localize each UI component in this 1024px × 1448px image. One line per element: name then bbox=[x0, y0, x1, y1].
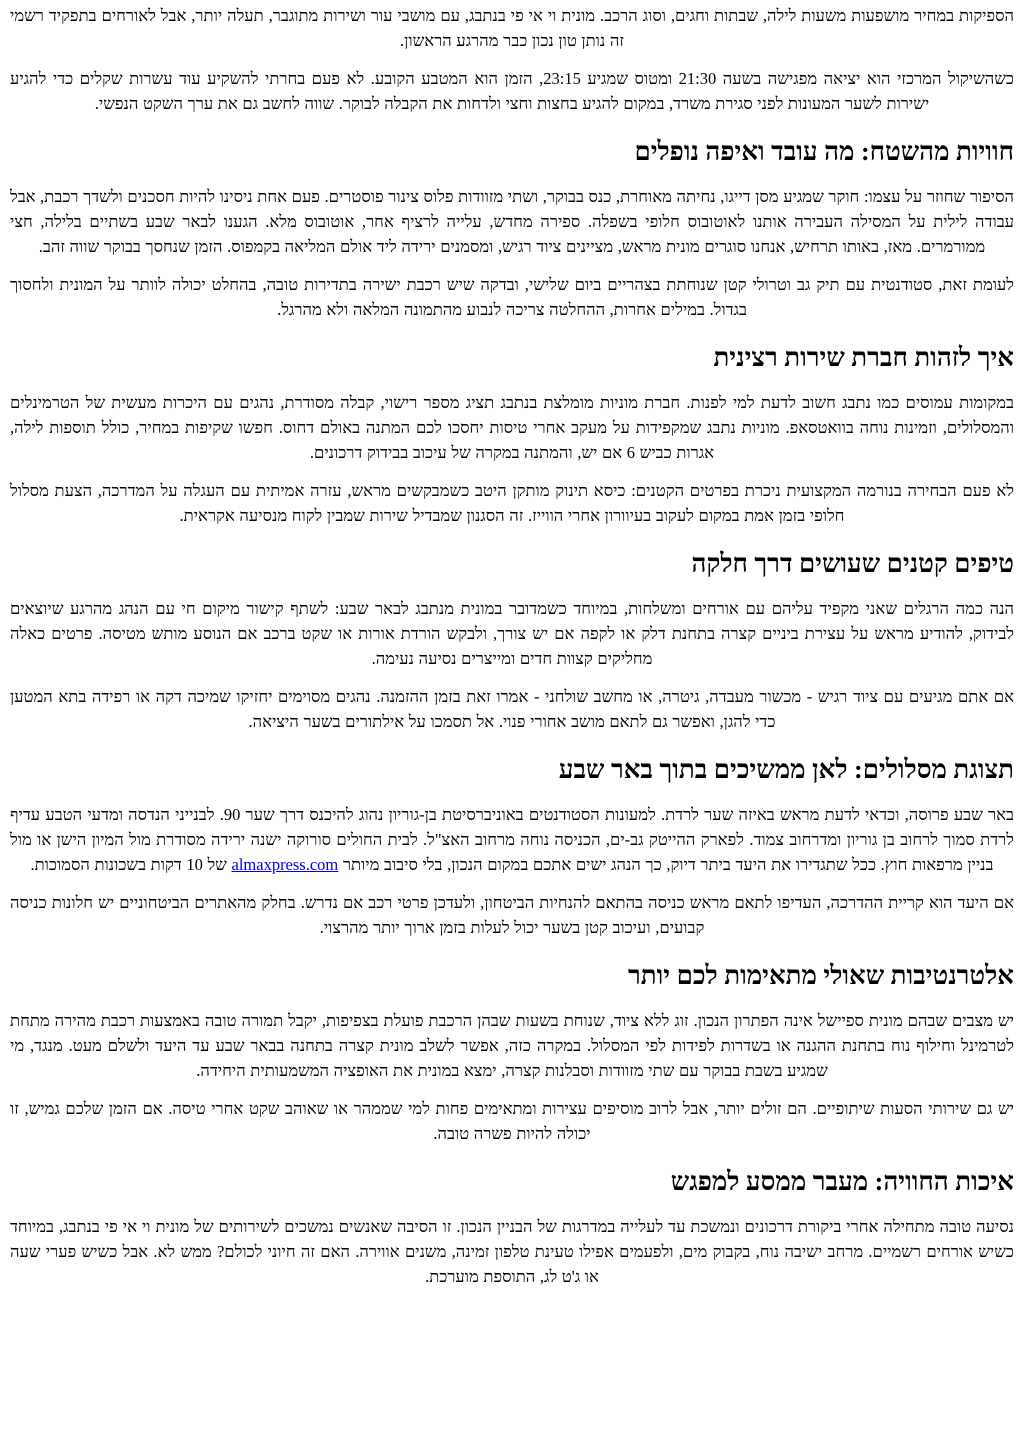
paragraph: אם היעד הוא קריית ההדרכה, העדיפו לתאם מראש כניסה בהתאם להנחיות הביטחון, ולעדכן פרטי רכב אם נדרש. בחלק מהאתרים הביטחוניים יש חלונות כניסה קבועים, ועיכוב קטן בשער יכול לעלות בזמן ארוך יותר מהרצוי. bbox=[10, 893, 1014, 937]
paragraph: יש גם שירותי הסעות שיתופיים. הם זולים יותר, אבל לרוב מוסיפים עצירות ומתאימים פחות למי שממהר או שאוהב שקט אחרי טיסה. אם הזמן שלכם גמיש, זו יכולה להיות פשרה טובה. bbox=[10, 1099, 1014, 1143]
link-paragraph-before-text: באר שבע פרוסה, וכדאי לדעת מראש באיזה שער לרדת. למעונות הסטודנטים באוניברסיטת בן-גוריון נהוג להיכנס דרך שער 90. לבנייני הנדסה ומדעי הטבע עדיף לרדת סמוך לרחוב בן גוריון ומדרחוב צמוד. לפארק ההייטק גב-ים, הכניסה נוחה מרחוב האצ"ל. לבית החולים סורוקה ישנה ירידה מסודרת מול המיון הישן או מול בניין מרפאות חוץ. ככל שתגדירו את היעד ביתר דיוק, כך הנהג ישים אתכם במקום הנכון, בלי סיבוב מיותר bbox=[10, 805, 1015, 874]
paragraph: לא פעם הבחירה בנורמה המקצועית ניכרת בפרטים הקטנים: כיסא תינוק מותקן היטב כשמבקשים מראש, עזרה אמיתית עם העגלה על המדרכה, הצעת מסלול חלופי בזמן אמת במקום לעקוב בעיוורון אחרי הווייז. זה הסגנון שמבדיל שירות שמבין לקוח מנסיעה אקראית. bbox=[10, 481, 1014, 525]
section-heading-small-tips: טיפים קטנים שעושים דרך חלקה bbox=[691, 549, 1014, 578]
paragraph: במקומות עמוסים כמו נתבג חשוב לדעת למי לפנות. חברת מוניות מומלצת בנתבג תציג מספר רישוי, קבלה מסודרת, נהגים עם היכרות מעשית של הטרמינלים והמסלולים, וזמינות נוחה בוואטסאפ. מוניות נתבג שמקפידות על מעקב אחרי טיסות יחסכו לכם המתנה באולם דחוס. חפשו שקיפות במחיר, כולל תוספות לילה, אגרות כביש 6 אם יש, והמתנה במקרה של עיכוב בבידוק דרכונים. bbox=[10, 393, 1014, 462]
paragraph: אם אתם מגיעים עם ציוד רגיש - מכשור מעבדה, גיטרה, או מחשב שולחני - אמרו זאת בזמן ההזמנה. נהגים מסוימים יחזיקו שמיכה דקה או רפידה בתא המטען כדי להגן, ואפשר גם לתאם מושב אחורי פנוי. אל תסמכו על אילתורים בשער היציאה. bbox=[10, 687, 1014, 731]
section-heading-alternatives: אלטרנטיבות שאולי מתאימות לכם יותר bbox=[628, 961, 1014, 990]
paragraph: לעומת זאת, סטודנטית עם תיק גב וטרולי קטן שנוחתת בצהריים ביום שלישי, ובדקה שיש רכבת ישירה בתדירות טובה, בהחלט יכולה לוותר על המונית ולחסוך בגדול. במילים אחרות, ההחלטה צריכה לנבוע מהתמונה המלאה ולא מהרגל. bbox=[10, 275, 1014, 319]
paragraph: נסיעה טובה מתחילה אחרי ביקורת דרכונים ונמשכת עד לעלייה במדרגות של הבניין הנכון. זו הסיבה שאנשים נמשכים לשירותים של מונית וי אי פי בנתבג, במיוחד כשיש אורחים רשמיים. מרחב ישיבה נוח, בקבוק מים, ולפעמים אפילו טעינת טלפון זמינה, משנים אווירה. האם זה חיוני לכולם? ממש לא. אבל כשיש פערי שעה או ג'ט לג, התוספת מוערכת. bbox=[10, 1217, 1014, 1286]
almaxpress-link[interactable]: almaxpress.com bbox=[231, 855, 339, 874]
paragraph: יש מצבים שבהם מונית ספיישל אינה הפתרון הנכון. זוג ללא ציוד, שנוחת בשעות שבהן הרכבת פועלת בצפיפות, יקבל תמורה טובה באמצעות רכבת מהירה מתחת לטרמינל וחילוף נוח בתחנת ההגנה או בשדרות לפידות לפי המסלול. במקרה כזה, אפשר לשלב מונית קצרה בתחנה בבאר שבע עד היעד ולשלם מעט. מנגד, מי שמגיע בשבת בבוקר עם שתי מזוודות וסבלנות קצרה, ימצא במונית את האופציה המשמעותית היחידה. bbox=[10, 1011, 1014, 1080]
section-heading-routes-display: תצוגת מסלולים: לאן ממשיכים בתוך באר שבע bbox=[558, 755, 1014, 784]
paragraph-with-link bbox=[10, 802, 1014, 877]
section-heading-field-experience: חוויות מהשטח: מה עובד ואיפה נופלים bbox=[634, 137, 1014, 166]
section-heading-identify-serious-company: איך לזהות חברת שירות רצינית bbox=[713, 343, 1014, 372]
intro-paragraph-2: כשהשיקול המרכזי הוא יציאה מפגישה בשעה 21:30 ומטוס שמגיע 23:15, הזמן הוא המטבע הקובע. לא פעם בחרתי להשקיע עוד עשרות שקלים כדי להגיע ישירות לשער המעונות לפני סגירת משרד, במקום להגיע בחצות וחצי ולדחות את הקבלה לבוקר. שווה לחשב גם את ערך השקט הנפשי. bbox=[10, 69, 1014, 113]
intro-paragraph-1: הספיקות במחיר מושפעות משעות לילה, שבתות וחגים, וסוג הרכב. מונית וי אי פי בנתבג, עם מושבי עור ושירות מתוגבר, תעלה יותר, אבל לאורחים בתפקיד רשמי זה נותן טון נכון כבר מהרגע הראשון. bbox=[10, 6, 1014, 50]
section-heading-experience-quality: איכות החוויה: מעבר ממסע למפגש bbox=[670, 1167, 1014, 1196]
link-paragraph-after-text: של 10 דקות בשכונות הסמוכות. bbox=[30, 855, 227, 874]
paragraph: הסיפור שחוזר על עצמו: חוקר שמגיע מסן דייגו, נחיתה מאוחרת, כנס בבוקר, ושתי מזוודות פלוס צינור פוסטרים. פעם אחת ניסינו להיות חסכנים ולשדך רכבת, אבל עבודה לילית על המסילה העבירה אותנו לאוטובוס חלופי בשפלה. ספירה מחדש, עלייה לרציף אחר, אוטובוס מלא. הגענו לבאר שבע בשתיים בלילה, חצי ממורמרים. מאז, באותו תרחיש, אנחנו סוגרים מונית מראש, מציינים ציוד רגיש, ומסמנים ירידה ליד אולם המליאה בקמפוס. הזמן שנחסך בבוקר שווה זהב. bbox=[9, 187, 1014, 256]
paragraph: הנה כמה הרגלים שאני מקפיד עליהם עם אורחים ומשלחות, במיוחד כשמדובר במונית מנתבג לבאר שבע: לשתף קישור מיקום חי עם הנהג מהרגע שיוצאים לבידוק, להודיע מראש על עצירת ביניים קצרה בתחנת דלק או לקפה אם יש צורך, ולבקש הורדת אורות או שקט ברכב אם הנוסע מותש מטיסה. פרטים כאלה מחליקים קצוות חדים ומייצרים נסיעה נעימה. bbox=[10, 599, 1014, 668]
